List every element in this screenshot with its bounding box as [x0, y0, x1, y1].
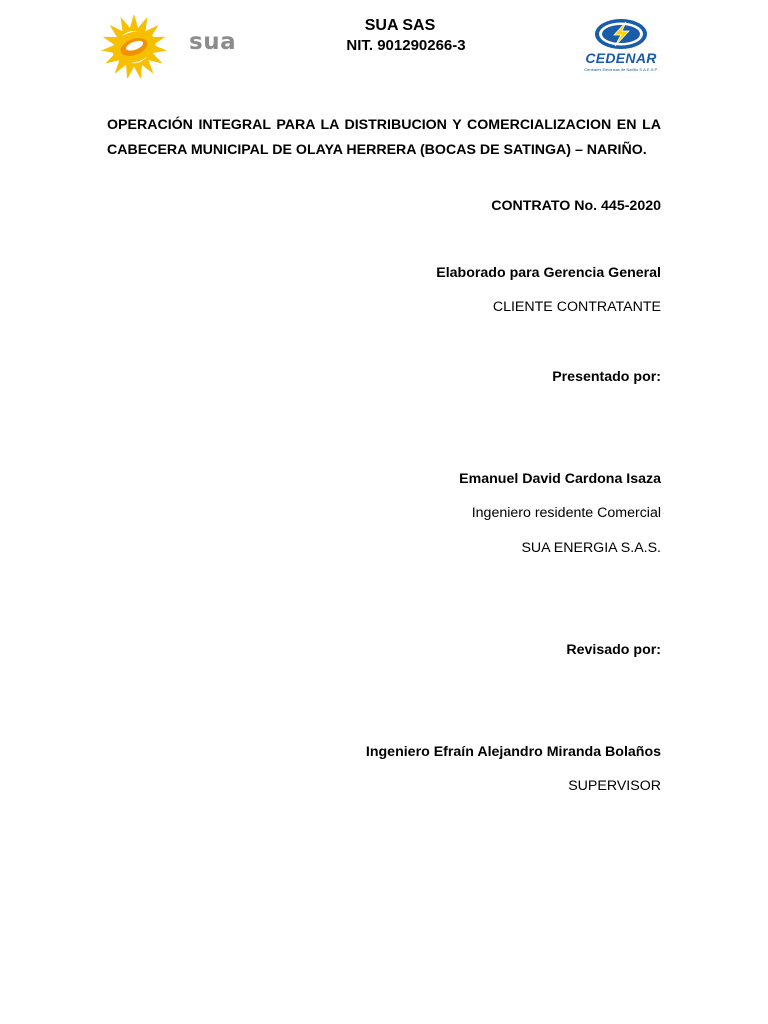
cedenar-logo-text: CEDENAR: [585, 50, 657, 66]
presenter-role: Ingeniero residente Comercial: [471, 505, 661, 521]
company-nit: NIT. 901290266-3: [346, 37, 466, 54]
prepared-for-label: Elaborado para Gerencia General: [436, 265, 661, 281]
company-info: [300, 16, 500, 56]
document-title: OPERACIÓN INTEGRAL PARA LA DISTRIBUCION Y COMERCIALIZACION EN LA CABECERA MUNICIPAL DE OLAYA HERRERA (BOCAS DE SATINGA) – NARIÑO.: [107, 117, 661, 158]
presenter-name: Emanuel David Cardona Isaza: [459, 471, 661, 487]
contract-number: CONTRATO No. 445-2020: [491, 198, 661, 214]
presented-by-label: Presentado por:: [552, 369, 661, 385]
company-name: SUA SAS: [364, 17, 436, 34]
presenter-company: SUA ENERGIA S.A.S.: [521, 540, 661, 556]
sua-logo-text: sua: [189, 29, 237, 55]
client-label: CLIENTE CONTRATANTE: [492, 299, 661, 315]
reviewer-name: Ingeniero Efraín Alejandro Miranda Bolaños: [365, 744, 661, 760]
reviewer-role: SUPERVISOR: [568, 778, 661, 794]
reviewed-by-label: Revisado por:: [566, 642, 661, 658]
page-header: [0, 0, 768, 95]
cedenar-logo-subtext: Centrales Eléctricas de Nariño S.A.E.S.P.: [584, 67, 658, 72]
